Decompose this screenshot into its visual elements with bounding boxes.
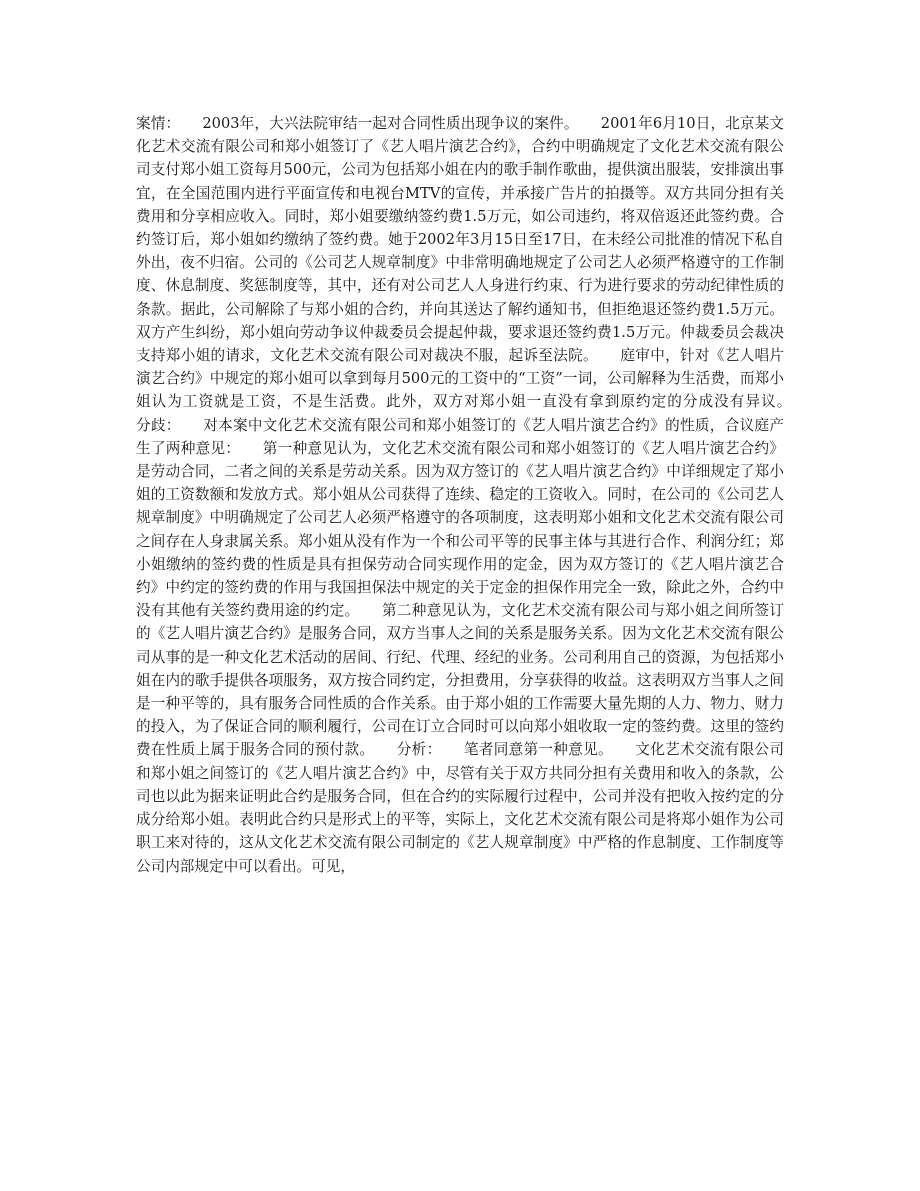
case-body-text: 案情： 2003年，大兴法院审结一起对合同性质出现争议的案件。 2001年6月10日，北京某文化艺术交流有限公司和郑小姐签订了《艺人唱片演艺合约》，合约中明确规定了文化艺术交流有限公司支付郑小姐工资每月500元，公司为包括郑小姐在内的歌手制作歌曲，提供演出服装，安排演出事宜，在全国范围内进行平面宣传和电视台MTV的宣传，并承接广告片的拍摄等。双方共同分担有关费用和分享相应收入。同时，郑小姐要缴纳签约费1.5万元，如公司违约，将双倍返还此签约费。合约签订后，郑小姐如约缴纳了签约费。她于2002年3月15日至17日，在未经公司批准的情况下私自外出，夜不归宿。公司的《公司艺人规章制度》中非常明确地规定了公司艺人必须严格遵守的工作制度、休息制度、奖惩制度等，其中，还有对公司艺人人身进行约束、行为进行要求的劳动纪律性质的条款。据此，公司解除了与郑小姐的合约，并向其送达了解约通知书，但拒绝退还签约费1.5万元。双方产生纠纷，郑小姐向劳动争议仲裁委员会提起仲裁，要求退还签约费1.5万元。仲裁委员会裁决支持郑小姐的请求，文化艺术交流有限公司对裁决不服，起诉至法院。 庭审中，针对《艺人唱片演艺合约》中规定的郑小姐可以拿到每月500元的工资中的“工资”一词，公司解释为生活费，而郑小姐认为工资就是工资，不是生活费。此外，双方对郑小姐一直没有拿到原约定的分成没有异议。 分歧： 对本案中文化艺术交流有限公司和郑小姐签订的《艺人唱片演艺合约》的性质，合议庭产生了两种意见： 第一种意见认为，文化艺术交流有限公司和郑小姐签订的《艺人唱片演艺合约》是劳动合同，二者之间的关系是劳动关系。因为双方签订的《艺人唱片演艺合约》中详细规定了郑小姐的工资数额和发放方式。郑小姐从公司获得了连续、稳定的工资收入。同时，在公司的《公司艺人规章制度》中明确规定了公司艺人必须严格遵守的各项制度，这表明郑小姐和文化艺术交流有限公司之间存在人身隶属关系。郑小姐从没有作为一个和公司平等的民事主体与其进行合作、利润分红；郑小姐缴纳的签约费的性质是具有担保劳动合同实现作用的定金，因为双方签订的《艺人唱片演艺合约》中约定的签约费的作用与我国担保法中规定的关于定金的担保作用完全一致，除此之外，合约中没有其他有关签约费用途的约定。 第二种意见认为，文化艺术交流有限公司与郑小姐之间所签订的《艺人唱片演艺合约》是服务合同，双方当事人之间的关系是服务关系。因为文化艺术交流有限公司从事的是一种文化艺术活动的居间、行纪、代理、经纪的业务。公司利用自己的资源，为包括郑小姐在内的歌手提供各项服务，双方按合同约定，分担费用，分享获得的收益。这表明双方当事人之间是一种平等的，具有服务合同性质的合作关系。由于郑小姐的工作需要大量先期的人力、物力、财力的投入，为了保证合同的顺利履行，公司在订立合同时可以向郑小姐收取一定的签约费。这里的签约费在性质上属于服务合同的预付款。 分析： 笔者同意第一种意见。 文化艺术交流有限公司和郑小姐之间签订的《艺人唱片演艺合约》中，尽管有关于双方共同分担有关费用和收入的条款，公司也以此为据来证明此合约是服务合同，但在合约的实际履行过程中，公司并没有把收入按约定的分成分给郑小姐。表明此合约只是形式上的平等，实际上，文化艺术交流有限公司是将郑小姐作为公司职工来对待的，这从文化艺术交流有限公司制定的《艺人规章制度》中严格的作息制度、工作制度等公司内部规定中可以看出。可见，	[136, 115, 814, 875]
document-page	[136, 112, 814, 878]
